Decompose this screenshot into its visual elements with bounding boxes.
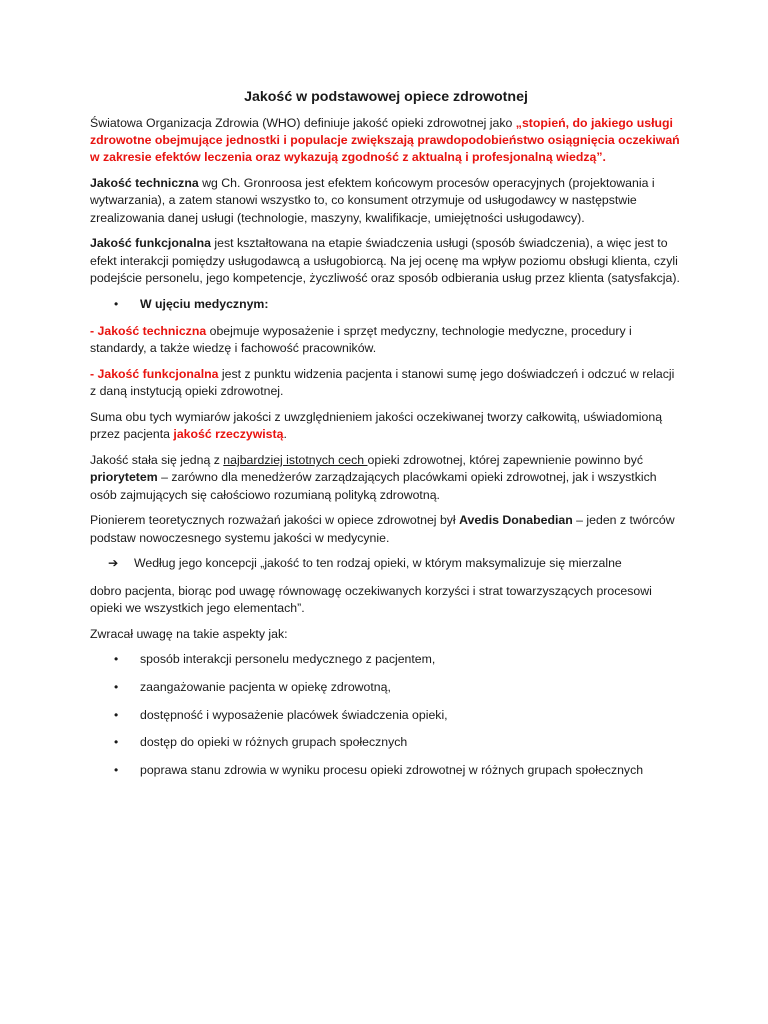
bullet-icon: • [114,762,119,777]
real-quality-paragraph [90,409,682,443]
concept-text: Według jego koncepcji „jakość to ten rodzaj opieki, w którym maksymalizuje się mierzalne [134,556,622,571]
medical-functional-paragraph [90,366,682,400]
aspect-text: dostępność i wyposażenie placówek świadczenia opieki, [140,707,448,722]
medical-functional-text: jest z punktu widzenia pacjenta i stanowi sumę jego doświadczeń i odczuć w relacji z daną instytucją opieki zdrowotnej. [90,367,675,399]
aspects-intro: Zwracał uwagę na takie aspekty jak: [90,626,288,641]
who-definition-paragraph [90,115,682,167]
bullet-icon: • [114,707,119,722]
medical-functional-term: - Jakość funkcjonalna [90,367,219,382]
technical-quality-text: wg Ch. Gronroosa jest efektem końcowym procesów operacyjnych (projektowania i wytwarzania), a zatem stanowi wszystko to, co konsument otrzymuje od usługodawcy w następstwie zrealizowania danej usługi (technologie, maszyny, kwalifikacje, umiejętności usługodawcy). [90,176,655,225]
bullet-icon: • [114,296,119,311]
concept-continuation: dobro pacjenta, biorąc pod uwagę równowagę oczekiwanych korzyści i strat towarzyszących procesowi opieki we wszystkich jego elementach”. [90,583,652,615]
document-body [90,88,682,789]
arrow-right-icon: ➔ [108,556,119,571]
concept-arrow-line [90,555,682,572]
bullet-icon: • [114,652,119,667]
real-quality-term: jakość rzeczywistą [173,427,284,442]
technical-quality-term: Jakość techniczna [90,176,199,191]
medical-technical-term: - Jakość techniczna [90,324,207,339]
medical-technical-text: obejmuje wyposażenie i sprzęt medyczny, technologie medyczne, procedury i standardy, a także wiedzę i fachowość pracowników. [90,324,632,356]
bullet-icon: • [114,680,119,694]
list-item [90,707,682,724]
bullet-icon: • [114,735,119,750]
aspect-text: sposób interakcji personelu medycznego z pacjentem, [140,652,436,667]
donabedian-name: Avedis Donabedian [459,513,573,528]
donabedian-text-c: – jeden z twórców podstaw nowoczesnego systemu jakości w medycynie. [90,513,675,545]
real-quality-end: . [283,427,287,442]
technical-quality-paragraph [90,175,682,227]
priority-text-a: Jakość stała się jedną z [90,453,224,468]
priority-paragraph [90,452,682,504]
donabedian-paragraph [90,512,682,546]
list-item [90,296,682,313]
functional-quality-term: Jakość funkcjonalna [90,236,211,251]
document-title: Jakość w podstawowej opiece zdrowotnej [244,89,528,105]
medical-technical-paragraph [90,323,682,357]
aspects-list [90,651,682,779]
who-definition-quote: „stopień, do jakiego usługi zdrowotne obejmujące jednostki i populacje zwiększają prawdopodobieństwo osiągnięcia oczekiwań w zakresie efektów leczenia oraz wykazują zgodność z aktualną i profesjonalną wiedzą”. [90,116,680,165]
real-quality-text: Suma obu tych wymiarów jakości z uwzględnieniem jakości oczekiwanej tworzy całkowitą, uświadomioną przez pacjenta [90,410,663,442]
medical-heading: W ujęciu medycznym: [140,296,269,311]
aspect-text: poprawa stanu zdrowia w wyniku procesu opieki zdrowotnej w różnych grupach społecznych [140,762,644,777]
functional-quality-text: jest kształtowana na etapie świadczenia usługi (sposób świadczenia), a więc jest to efekt interakcji pomiędzy usługodawcą a usługobiorcą. Na jej ocenę ma wpływ poziomu obsługi klienta, czyli podejście personelu, jego kompetencje, życzliwość oraz sposób odbierania usług przez klienta (satysfakcja). [90,236,680,285]
list-item [90,762,682,779]
medical-heading-list [90,296,682,313]
priority-underlined: najbardziej istotnych cech [223,453,368,468]
priority-text-e: – zarówno dla menedżerów zarządzających placówkami opieki zdrowotnej, jak i wszystkich osób zajmujących się całościowo rozumianą polityką zdrowotną. [90,470,657,502]
list-item [90,734,682,751]
functional-quality-paragraph [90,235,682,287]
list-item [90,651,682,668]
list-item [90,679,682,696]
priority-text-c: opieki zdrowotnej, której zapewnienie powinno być [367,453,644,468]
donabedian-text-a: Pionierem teoretycznych rozważań jakości w opiece zdrowotnej był [90,513,460,528]
aspect-text: zaangażowanie pacjenta w opiekę zdrowotną, [140,680,391,694]
who-definition-intro: Światowa Organizacja Zdrowia (WHO) definiuje jakość opieki zdrowotnej jako [90,116,516,130]
priority-term: priorytetem [90,470,158,485]
aspect-text: dostęp do opieki w różnych grupach społecznych [140,735,408,750]
